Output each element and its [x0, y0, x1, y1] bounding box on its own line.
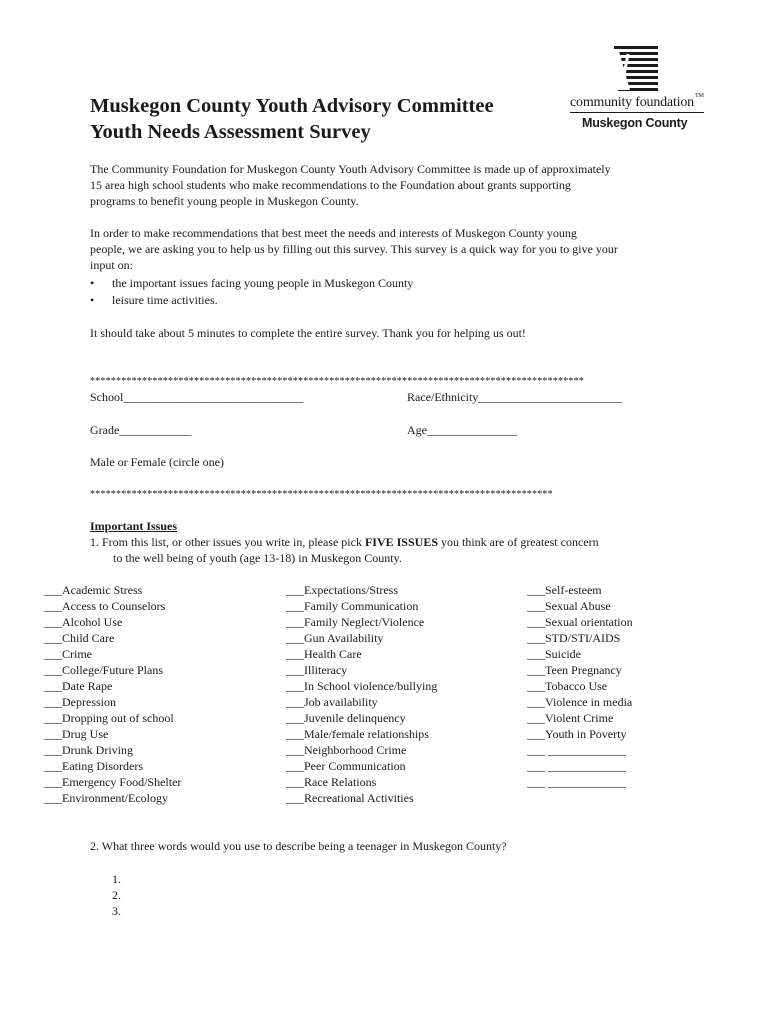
issue-option[interactable]: ___Peer Communication	[286, 759, 406, 773]
answer-line-1[interactable]: 1.	[112, 872, 121, 886]
page-title	[90, 93, 494, 145]
issue-option[interactable]: ___Recreational Activities	[286, 791, 414, 805]
intro-p2-line-1: In order to make recommendations that best meet the needs and interests of Muskegon County young	[90, 226, 577, 240]
race-ethnicity-field[interactable]: Race/Ethnicity________________________	[407, 390, 623, 404]
intro-p1-line-3: programs to benefit young people in Muskegon County.	[90, 194, 359, 208]
issue-option[interactable]: ___Crime	[44, 647, 92, 661]
logo-wordmark: community foundation	[570, 95, 694, 110]
question-1	[90, 534, 599, 550]
logo-county-name: Muskegon County	[582, 116, 688, 130]
intro-bullet-1: • the important issues facing young people in Muskegon County	[112, 275, 413, 291]
intro-p2-line-3: input on:	[90, 258, 134, 272]
intro-p2-line-2: people, we are asking you to help us by filling out this survey. This survey is a quick way for you to give your	[90, 242, 618, 256]
issue-option[interactable]: ___In School violence/bullying	[286, 679, 438, 693]
title-line-1: Muskegon County Youth Advisory Committee	[90, 95, 494, 117]
issue-option[interactable]: ___Sexual orientation	[527, 615, 633, 629]
issue-option[interactable]: ___Drunk Driving	[44, 743, 133, 757]
logo-trademark: TM	[695, 93, 704, 99]
issue-option[interactable]: ___Teen Pregnancy	[527, 663, 622, 677]
issue-option[interactable]: ___Male/female relationships	[286, 727, 429, 741]
issue-option[interactable]: ___Family Communication	[286, 599, 419, 613]
issue-option[interactable]: ___Depression	[44, 695, 116, 709]
issue-option[interactable]: ___ _____________	[527, 759, 626, 773]
grade-field[interactable]: Grade____________	[90, 423, 192, 437]
issue-option[interactable]: ___Suicide	[527, 647, 581, 661]
community-foundation-logo	[570, 46, 705, 138]
issue-option[interactable]: ___Self-esteem	[527, 583, 602, 597]
issue-option[interactable]: ___Violent Crime	[527, 711, 614, 725]
issues-column-2	[286, 582, 437, 806]
issue-option[interactable]: ___Emergency Food/Shelter	[44, 775, 182, 789]
gender-field[interactable]: Male or Female (circle one)	[90, 455, 224, 469]
issue-option[interactable]: ___Dropping out of school	[44, 711, 174, 725]
issue-option[interactable]: ___Neighborhood Crime	[286, 743, 407, 757]
question-1-line-2: to the well being of youth (age 13-18) in Muskegon County.	[113, 551, 402, 565]
issue-option[interactable]: ___Access to Counselors	[44, 599, 166, 613]
question-1-prefix: 1. From this list, or other issues you write in, please pick	[90, 535, 365, 549]
issue-option[interactable]: ___Date Rape	[44, 679, 113, 693]
question-2: 2. What three words would you use to describe being a teenager in Muskegon County?	[90, 839, 507, 853]
issues-column-1	[44, 582, 181, 806]
intro-p1-line-1: The Community Foundation for Muskegon County Youth Advisory Committee is made up of approximately	[90, 162, 611, 176]
answer-line-2[interactable]: 2.	[112, 888, 121, 902]
issue-option[interactable]: ___Alcohol Use	[44, 615, 123, 629]
issue-option[interactable]: ___Health Care	[286, 647, 362, 661]
intro-p1-line-2: 15 area high school students who make recommendations to the Foundation about grants supporting	[90, 178, 571, 192]
issue-option[interactable]: ___Gun Availability	[286, 631, 384, 645]
title-line-2: Youth Needs Assessment Survey	[90, 121, 371, 143]
intro-p3: It should take about 5 minutes to complete the entire survey. Thank you for helping us out!	[90, 326, 526, 340]
issue-option[interactable]: ___ _____________	[527, 775, 626, 789]
issues-heading: Important Issues	[90, 519, 178, 533]
intro-bullet-2: • leisure time activities.	[112, 292, 218, 308]
issue-option[interactable]: ___College/Future Plans	[44, 663, 163, 677]
issue-option[interactable]: ___Eating Disorders	[44, 759, 143, 773]
issues-column-3	[527, 582, 633, 790]
issue-option[interactable]: ___Sexual Abuse	[527, 599, 611, 613]
issue-option[interactable]: ___Academic Stress	[44, 583, 143, 597]
answer-line-3[interactable]: 3.	[112, 904, 121, 918]
issue-option[interactable]: ___Race Relations	[286, 775, 377, 789]
foundation-stripes-icon	[614, 46, 658, 92]
issue-option[interactable]: ___Illiteracy	[286, 663, 348, 677]
issue-option[interactable]: ___Drug Use	[44, 727, 109, 741]
issue-option[interactable]: ___STD/STI/AIDS	[527, 631, 621, 645]
separator-bottom: *****************************************************************************************	[90, 489, 553, 500]
issue-option[interactable]: ___Tobacco Use	[527, 679, 608, 693]
issue-option[interactable]: ___ _____________	[527, 743, 626, 757]
question-1-emphasis: FIVE ISSUES	[364, 535, 438, 549]
issue-option[interactable]: ___Family Neglect/Violence	[286, 615, 425, 629]
school-field[interactable]: School______________________________	[90, 390, 304, 404]
issue-option[interactable]: ___Youth in Poverty	[527, 727, 627, 741]
issue-option[interactable]: ___Child Care	[44, 631, 115, 645]
logo-divider	[570, 112, 704, 113]
separator-top: ***********************************************************************************************	[90, 376, 584, 387]
issue-option[interactable]: ___Expectations/Stress	[286, 583, 398, 597]
issue-option[interactable]: ___Job availability	[286, 695, 378, 709]
age-field[interactable]: Age_______________	[407, 423, 517, 437]
issue-option[interactable]: ___Environment/Ecology	[44, 791, 168, 805]
issue-option[interactable]: ___Violence in media	[527, 695, 633, 709]
question-1-suffix: you think are of greatest concern	[438, 535, 599, 549]
issue-option[interactable]: ___Juvenile delinquency	[286, 711, 406, 725]
